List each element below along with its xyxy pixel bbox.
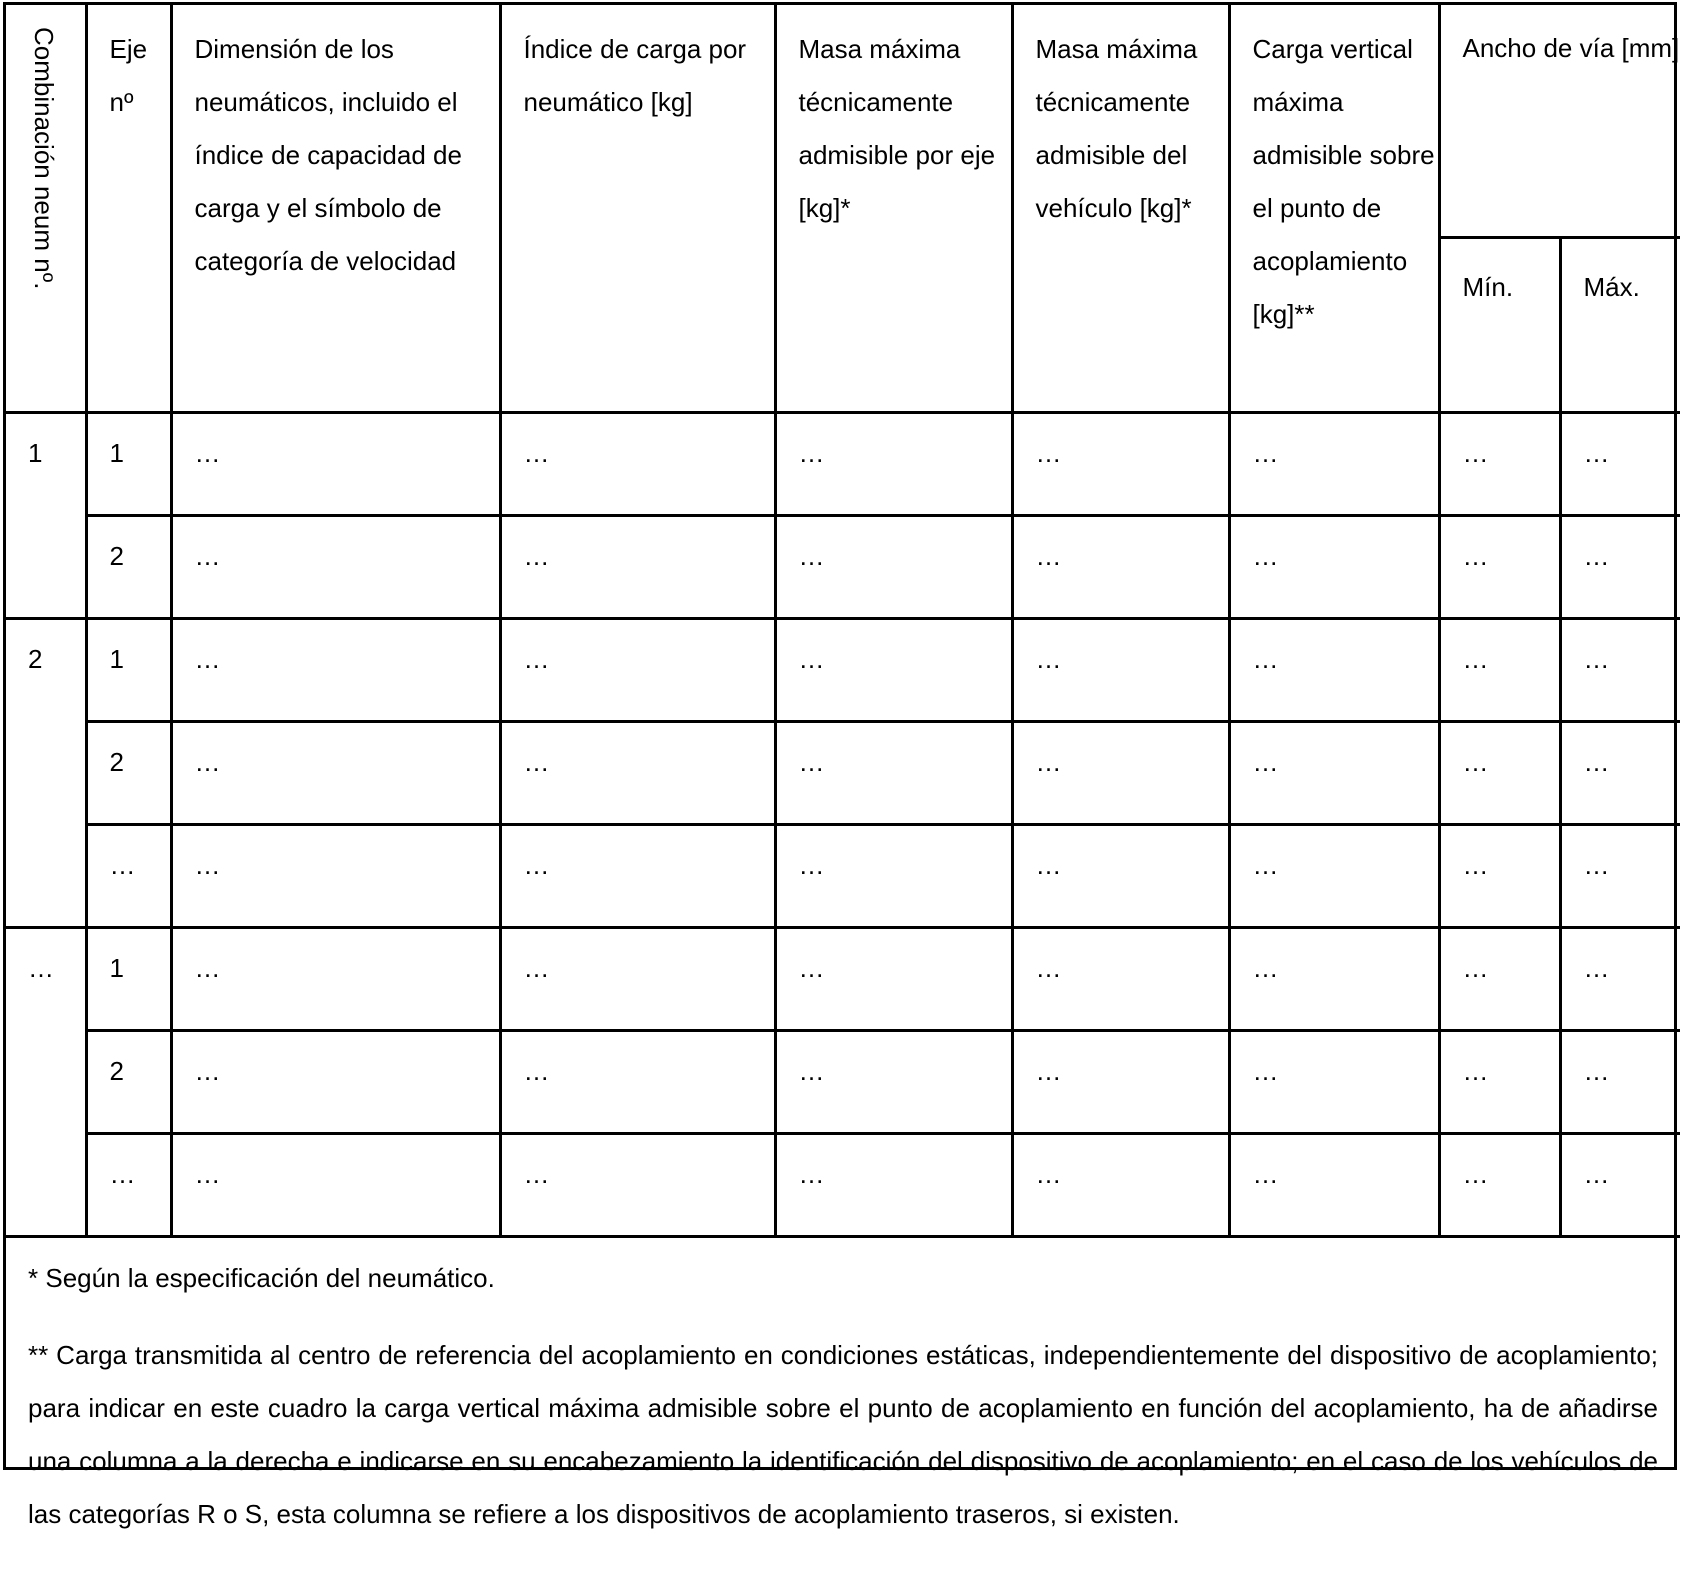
cell-dimension: … bbox=[171, 413, 500, 516]
table-header bbox=[6, 5, 1680, 413]
cell-masa-eje: … bbox=[775, 619, 1012, 722]
footnote-1 bbox=[28, 1252, 1658, 1305]
cell-eje: … bbox=[86, 1134, 171, 1237]
cell-carga-vertical: … bbox=[1229, 1134, 1439, 1237]
cell-carga-vertical: … bbox=[1229, 1031, 1439, 1134]
cell-masa-eje: … bbox=[775, 413, 1012, 516]
cell-combinacion: 2 bbox=[6, 619, 86, 928]
table-row bbox=[6, 516, 1680, 619]
cell-masa-eje: … bbox=[775, 1031, 1012, 1134]
header-max: Máx. bbox=[1560, 238, 1680, 413]
header-dimension: Dimensión de los neumáticos, incluido el índice de capacidad de carga y el símbolo de categoría de velocidad bbox=[171, 5, 500, 413]
cell-dimension: … bbox=[171, 722, 500, 825]
table-row bbox=[6, 1031, 1680, 1134]
cell-dimension: … bbox=[171, 1134, 500, 1237]
cell-indice-carga: … bbox=[500, 1134, 775, 1237]
cell-indice-carga: … bbox=[500, 722, 775, 825]
cell-combinacion: … bbox=[6, 928, 86, 1237]
table-row bbox=[6, 413, 1680, 516]
cell-eje: 1 bbox=[86, 928, 171, 1031]
cell-dimension: … bbox=[171, 1031, 500, 1134]
cell-eje: 2 bbox=[86, 1031, 171, 1134]
cell-ancho-max: … bbox=[1560, 1031, 1680, 1134]
cell-masa-vehiculo: … bbox=[1012, 1134, 1229, 1237]
header-eje: Eje nº bbox=[86, 5, 171, 413]
cell-masa-vehiculo: … bbox=[1012, 722, 1229, 825]
cell-ancho-min: … bbox=[1439, 619, 1560, 722]
cell-carga-vertical: … bbox=[1229, 619, 1439, 722]
footnote-1-mark: * bbox=[28, 1263, 38, 1293]
cell-ancho-min: … bbox=[1439, 1134, 1560, 1237]
header-combinacion-label: Combinación neum nº. bbox=[24, 27, 64, 289]
cell-ancho-max: … bbox=[1560, 413, 1680, 516]
header-row bbox=[6, 5, 1680, 238]
cell-masa-eje: … bbox=[775, 1134, 1012, 1237]
cell-ancho-max: … bbox=[1560, 1134, 1680, 1237]
table-row bbox=[6, 928, 1680, 1031]
cell-masa-vehiculo: … bbox=[1012, 413, 1229, 516]
cell-combinacion: 1 bbox=[6, 413, 86, 619]
header-carga-vertical: Carga vertical máxima admisible sobre el punto de acoplamiento [kg]** bbox=[1229, 5, 1439, 413]
cell-ancho-max: … bbox=[1560, 516, 1680, 619]
cell-indice-carga: … bbox=[500, 516, 775, 619]
cell-dimension: … bbox=[171, 516, 500, 619]
cell-ancho-min: … bbox=[1439, 1031, 1560, 1134]
cell-ancho-max: … bbox=[1560, 825, 1680, 928]
cell-masa-eje: … bbox=[775, 928, 1012, 1031]
header-indice-carga: Índice de carga por neumático [kg] bbox=[500, 5, 775, 413]
cell-masa-eje: … bbox=[775, 825, 1012, 928]
table-footer bbox=[6, 1237, 1680, 1569]
cell-carga-vertical: … bbox=[1229, 516, 1439, 619]
cell-ancho-max: … bbox=[1560, 722, 1680, 825]
cell-masa-vehiculo: … bbox=[1012, 1031, 1229, 1134]
cell-dimension: … bbox=[171, 825, 500, 928]
cell-indice-carga: … bbox=[500, 825, 775, 928]
header-combinacion bbox=[6, 5, 86, 413]
footnote-cell bbox=[6, 1237, 1680, 1569]
cell-ancho-min: … bbox=[1439, 928, 1560, 1031]
table-body bbox=[6, 413, 1680, 1237]
cell-eje: 1 bbox=[86, 413, 171, 516]
header-min: Mín. bbox=[1439, 238, 1560, 413]
cell-ancho-min: … bbox=[1439, 413, 1560, 516]
cell-indice-carga: … bbox=[500, 1031, 775, 1134]
table-row bbox=[6, 722, 1680, 825]
tire-combination-table bbox=[6, 5, 1680, 1569]
cell-ancho-min: … bbox=[1439, 722, 1560, 825]
cell-eje: … bbox=[86, 825, 171, 928]
cell-indice-carga: … bbox=[500, 928, 775, 1031]
cell-ancho-min: … bbox=[1439, 825, 1560, 928]
cell-masa-eje: … bbox=[775, 516, 1012, 619]
cell-masa-vehiculo: … bbox=[1012, 928, 1229, 1031]
tire-combination-table-document bbox=[3, 2, 1677, 1470]
cell-masa-vehiculo: … bbox=[1012, 825, 1229, 928]
header-ancho-via: Ancho de vía [mm] bbox=[1439, 5, 1680, 238]
footnote-row bbox=[6, 1237, 1680, 1569]
footnote-1-text: Según la especificación del neumático. bbox=[38, 1263, 495, 1293]
cell-dimension: … bbox=[171, 928, 500, 1031]
cell-eje: 1 bbox=[86, 619, 171, 722]
header-masa-vehiculo: Masa máxima técnicamente admisible del vehículo [kg]* bbox=[1012, 5, 1229, 413]
cell-eje: 2 bbox=[86, 722, 171, 825]
footnote-2-mark: ** bbox=[28, 1340, 48, 1370]
footnote-2 bbox=[28, 1329, 1658, 1541]
table-row bbox=[6, 619, 1680, 722]
cell-masa-vehiculo: … bbox=[1012, 516, 1229, 619]
cell-indice-carga: … bbox=[500, 619, 775, 722]
cell-dimension: … bbox=[171, 619, 500, 722]
cell-ancho-max: … bbox=[1560, 928, 1680, 1031]
cell-eje: 2 bbox=[86, 516, 171, 619]
cell-carga-vertical: … bbox=[1229, 825, 1439, 928]
cell-ancho-max: … bbox=[1560, 619, 1680, 722]
table-row bbox=[6, 825, 1680, 928]
cell-carga-vertical: … bbox=[1229, 928, 1439, 1031]
table-row bbox=[6, 1134, 1680, 1237]
cell-carga-vertical: … bbox=[1229, 413, 1439, 516]
cell-masa-eje: … bbox=[775, 722, 1012, 825]
footnote-2-text: Carga transmitida al centro de referencia del acoplamiento en condiciones estáticas, independientemente del dispositivo de acoplamiento; para indicar en este cuadro la carga vertical máxima admisible sobre el punto de acoplamiento en función del acoplamiento, ha de añadirse una columna a la derecha e indicarse en su encabezamiento la identificación del dispositivo de acoplamiento; en el caso de los vehículos de las categorías R o S, esta columna se refiere a los dispositivos de acoplamiento traseros, si existen. bbox=[28, 1340, 1658, 1529]
cell-indice-carga: … bbox=[500, 413, 775, 516]
header-masa-eje: Masa máxima técnicamente admisible por eje [kg]* bbox=[775, 5, 1012, 413]
cell-masa-vehiculo: … bbox=[1012, 619, 1229, 722]
cell-ancho-min: … bbox=[1439, 516, 1560, 619]
cell-carga-vertical: … bbox=[1229, 722, 1439, 825]
